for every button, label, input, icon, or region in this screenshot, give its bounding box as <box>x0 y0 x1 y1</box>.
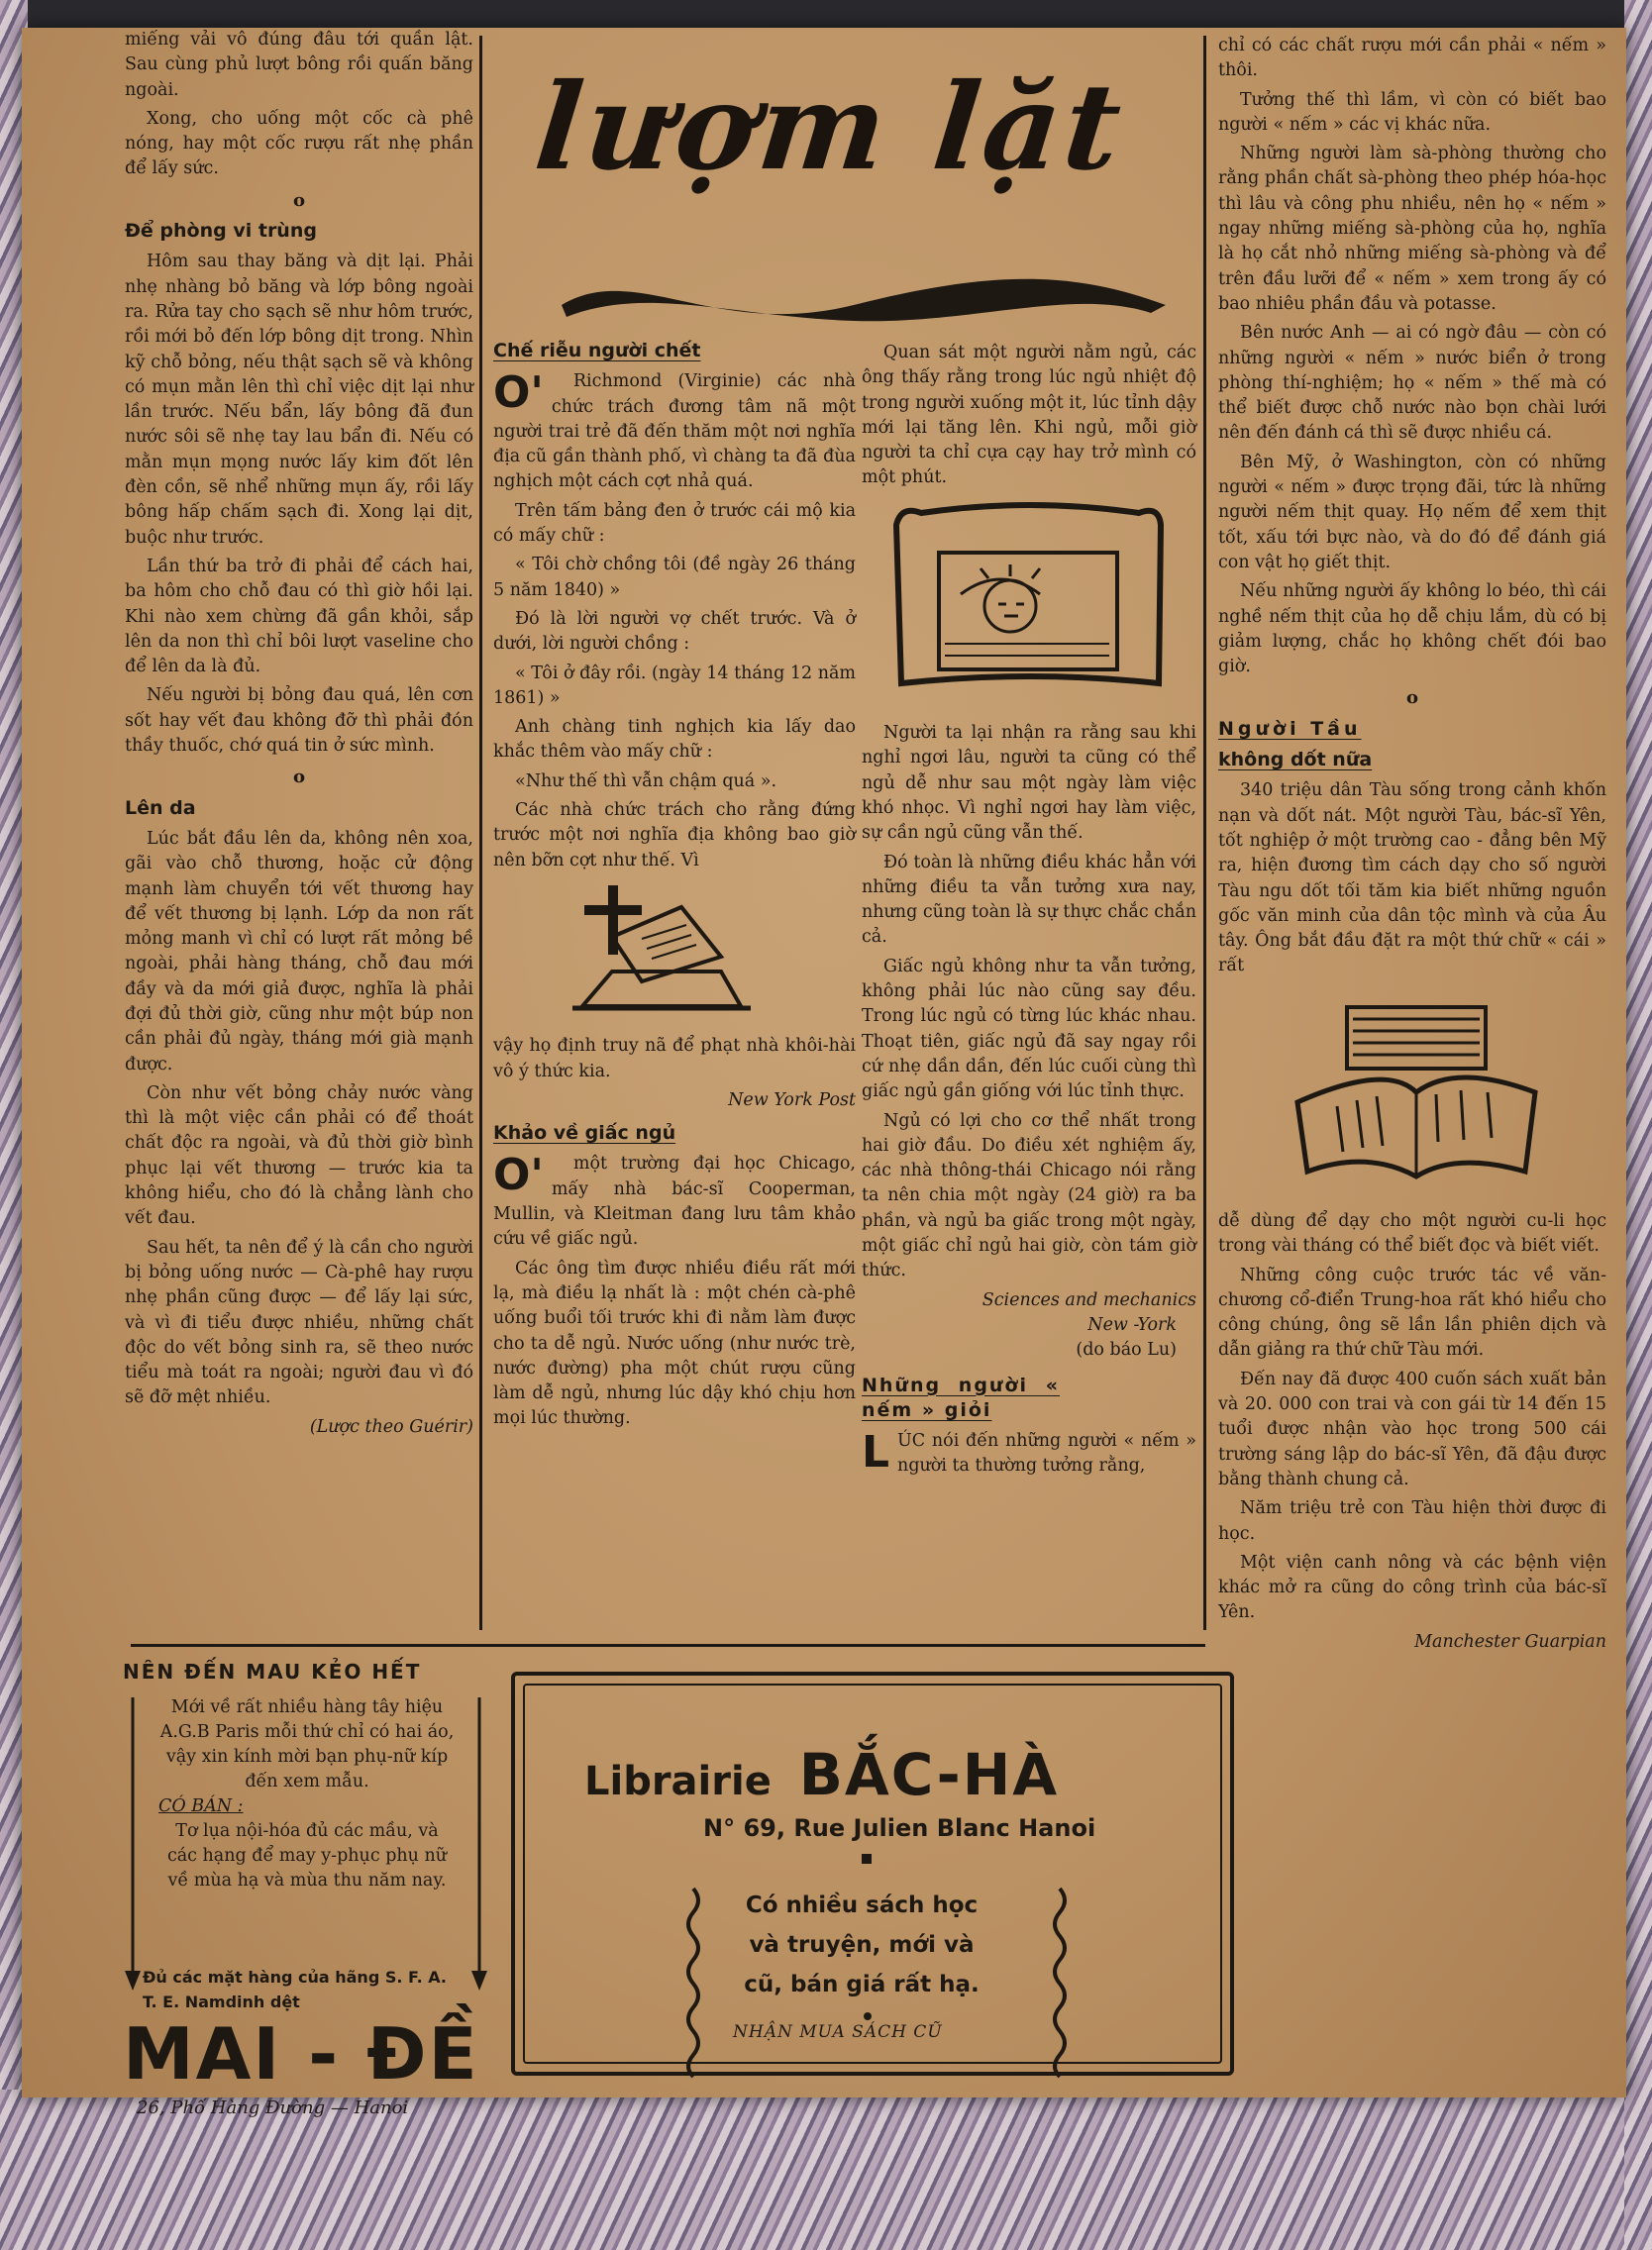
body-para: chỉ có các chất rượu mới cần phải « nếm » thôi. <box>1218 36 1606 81</box>
rule-col3 <box>1203 36 1206 1630</box>
ad-text: Đủ các mặt hàng của hãng S. F. A. T. E. Namdinh dệt <box>143 1968 447 2011</box>
ad-line: và truyện, mới và <box>749 1932 975 1958</box>
ad-text: Mới về rất nhiều hàng tây hiệu A.G.B Paris mỗi thứ chỉ có hai áo, vậy xin kính mời bạn phụ-nữ kíp đến xem mẫu. <box>159 1697 455 1791</box>
ad-label: CÓ BÁN : <box>158 1796 244 1816</box>
body-para: 340 triệu dân Tàu sống trong cảnh khốn nạn và dốt nát. Một người Tàu, bác-sĩ Yên, tốt nghiệp ở một trường cao - đẳng bên Mỹ ra, hiện đương tìm cách dạy cho số người Tàu ngu dốt tối tăm kia biết những nguồn gốc văn minh của dân tộc mình và của Âu tây. Ông bắt đầu đặt ra một thứ chữ « cái » rất <box>1218 780 1606 976</box>
body-para: «Như thế thì vẫn chậm quá ». <box>515 770 777 791</box>
body-para: Tưởng thế thì lầm, vì còn có biết bao người « nếm » các vị khác nữa. <box>1218 89 1606 135</box>
body-para: Bên Mỹ, ở Washington, còn có những người « nếm » được trọng đãi, tức là những người nếm thịt quay. Họ nếm để xem thịt tốt, xấu tới bực nào, và do đó để đánh giá con vật họ giết thịt. <box>1218 452 1606 572</box>
body-para: Người ta lại nhận ra rằng sau khi nghỉ ngơi lâu, người ta cũng có thể ngủ dễ như sau một ngày làm việc khó nhọc. Vì nghỉ ngơi hay làm việc, sự cần ngủ cũng vẫn thế. <box>862 723 1196 844</box>
ad-headline: NÊN ĐẾN MAU KẺO HẾT <box>123 1660 422 1684</box>
separator-circle: o <box>292 189 305 211</box>
body-para: Còn như vết bỏng chảy nước vàng thì là một việc cần phải có để thoát chất độc ra ngoài, và đủ thời giờ bình phục lại vết thương — trước kia ta không hiểu, cho đó là chẳng lành cho vết đau. <box>125 1082 473 1229</box>
body-para: Các nhà chức trách cho rằng đứng trước một nơi nghĩa địa không bao giờ nên bỡn cợt như thế. Vì <box>493 800 856 870</box>
body-para: « Tôi chờ chồng tôi (đề ngày 26 tháng 5 năm 1840) » <box>493 555 856 600</box>
source-credit: (Lược theo Guérir) <box>309 1416 473 1437</box>
bullet-square <box>862 1854 872 1864</box>
source-credit: (do báo Lu) <box>1076 1340 1177 1361</box>
section-heading: Chế riễu người chết <box>493 340 701 361</box>
column-4 <box>1218 34 1606 1663</box>
source-credit: New -York <box>1087 1314 1177 1335</box>
body-para: ÚC nói đến những người « nếm » người ta thường tưởng rằng, <box>897 1431 1196 1477</box>
body-para: Quan sát một người nằm ngủ, các ông thấy rằng trong lúc ngủ nhiệt độ trong người xuống một it, lúc tỉnh dậy mới lại tăng lên. Khi ngủ, mỗi giờ người ta chỉ cựa cạy hay trở mình có một phút. <box>862 343 1196 488</box>
body-para: Đó là lời người vợ chết trước. Và ở dưới, lời người chồng : <box>493 608 856 655</box>
section-heading: Những người « nếm » giỏi <box>862 1374 1060 1421</box>
bullet-square <box>864 2012 872 2020</box>
body-para: một trường đại học Chicago, mấy nhà bác-sĩ Cooperman, Mullin, và Kleitman đang lưu tâm khảo cứu về giấc ngủ. <box>493 1154 856 1250</box>
body-para: Richmond (Virginie) các nhà chức trách đương tâm nã một người trai trẻ đã đến thăm một nơi nghĩa địa cũ gần thành phố, vì chàng ta đã đùa nghịch một cách cợt nhả quá. <box>493 371 856 492</box>
ad-description <box>683 1886 1040 2004</box>
separator-circle: o <box>292 767 305 788</box>
section-heading: Lên da <box>125 796 196 819</box>
section-heading: Khảo về giấc ngủ <box>493 1122 676 1145</box>
ad-address: N° 69, Rue Julien Blanc Hanoi <box>703 1814 1096 1842</box>
drop-cap: O' <box>493 367 544 419</box>
ad-librairie-bac-ha <box>511 1672 1234 2076</box>
section-heading: Người Tầu <box>1218 717 1362 740</box>
intro-para: Xong, cho uống một cốc cà phê nóng, hay một cốc rượu rất nhẹ phần để lấy sức. <box>125 108 473 179</box>
rule-col1 <box>479 36 482 1630</box>
column-2 <box>493 333 856 1436</box>
intro-para: miếng vải vô đúng đâu tới quần lật. Sau cùng phủ lượt bông rồi quấn băng ngoài. <box>125 30 473 100</box>
column-1 <box>125 28 473 1448</box>
binding-right <box>1624 0 1652 2250</box>
ad-brand-prefix: Librairie <box>584 1759 772 1804</box>
ad-brand: MAI - ĐỀ <box>123 2012 479 2096</box>
ad-text: Tơ lụa nội-hóa đủ các mầu, và các hạng để may y-phục phụ nữ về mùa hạ và mùa thu năm nay. <box>166 1821 448 1891</box>
ad-tagline: NHẬN MUA SÁCH CŨ <box>733 2022 943 2042</box>
section-heading: Để phòng vi trùng <box>125 220 317 243</box>
body-para: Lần thứ ba trở đi phải để cách hai, ba hôm cho chỗ đau có thì giờ hồi lại. Khi nào xem chừng đã gần khỏi, sắp lên da non thì chỉ bôi lượt vaseline cho để lên da là đủ. <box>125 556 473 677</box>
body-para: vậy họ định truy nã để phạt nhà khôi-hài vô ý thức kia. <box>493 1036 856 1081</box>
body-para: « Tôi ở đây rồi. (ngày 14 tháng 12 năm 1861) » <box>493 663 856 708</box>
body-para: Nếu những người ấy không lo béo, thì cái nghề nếm thịt của họ dễ chịu lắm, dù có bị giảm lượng, chắc họ không chết đói bao giờ. <box>1218 581 1606 677</box>
column-3 <box>862 341 1196 1483</box>
body-para: Anh chàng tinh nghịch kia lấy dao khắc thêm vào mấy chữ : <box>493 717 856 763</box>
ad-address: 26, Phố Hàng Đường — Hanoi <box>137 2097 409 2118</box>
title-swash <box>557 265 1171 335</box>
body-para: Đó toàn là những điều khác hẳn với những điều ta vẫn tưởng xưa nay, nhưng cũng toàn là sự thực chắc chắn cả. <box>862 852 1196 948</box>
body-para: Đến nay đã được 400 cuốn sách xuất bản và 20. 000 con trai và con gái từ 14 đến 15 tuổi được nhận vào học trong 500 cái trường sáng lập do bác-sĩ Yên, đã đậu được bằng thành chung cả. <box>1218 1369 1606 1489</box>
separator-circle: o <box>1405 687 1418 709</box>
ad-brand <box>584 1741 1059 1808</box>
ad-mai-de <box>123 1660 499 2118</box>
sleeper-illustration <box>862 495 1196 713</box>
body-para: Sau hết, ta nên để ý là cần cho người bị bỏng uống nước — Cà-phê hay rượu nhẹ phần cũng được — để lấy lại sức, và vì đi tiểu được nhiều, những chất độc do vết bỏng sinh ra, sẽ theo nước tiểu mà toát ra ngoài; người đau vì đó sẽ đỡ mệt nhiều. <box>125 1237 473 1408</box>
ad-arrow-left <box>123 1697 143 1994</box>
body-para: Những người làm sà-phòng thường cho rằng phần chất sà-phòng theo phép hóa-học thì lâu và công phu nhiều, nên họ « nếm » ngay những miếng sà-phòng của họ, nghĩa là họ cắt nhỏ những miếng sà-phòng và để trên đầu lưỡi để « nếm » xem trong ấy có bao nhiêu phần đầu và potasse. <box>1218 144 1606 314</box>
rule-ads-top <box>131 1644 1205 1647</box>
books-illustration <box>1218 983 1606 1201</box>
body-para: Trên tấm bảng đen ở trước cái mộ kia có mấy chữ : <box>493 500 856 547</box>
grave-illustration <box>493 877 850 1026</box>
body-para: Lúc bắt đầu lên da, không nên xoa, gãi vào chỗ thương, hoặc cử động mạnh làm chuyển tới vết thương hay để vết thương bị lạnh. Lớp da non rất mỏng manh vì chỉ có lượt rất mỏng bề ngoài, phải hàng tháng, chỗ đau mới đầy và da mới giả được, nghĩa là phải đợi đủ thời giờ, cũng như một búp non cần phải đủ ngày, tháng mới già mạnh được. <box>125 828 473 1074</box>
body-para: Nếu người bị bỏng đau quá, lên cơn sốt hay vết đau không đỡ thì phải đón thầy thuốc, chớ quá tin ở sức mình. <box>125 685 473 757</box>
section-heading: không dốt nữa <box>1218 749 1373 771</box>
ad-line: cũ, bán giá rất hạ. <box>744 1972 980 1997</box>
wavy-rule-right <box>1050 1889 1070 2077</box>
body-para: Một viện canh nông và các bệnh viện khác mở ra cũng do công trình của bác-sĩ Yên. <box>1218 1552 1606 1623</box>
drop-cap: L <box>862 1427 890 1479</box>
body-para: Các ông tìm được nhiều điều rất mới lạ, mà điều lạ nhất là : một chén cà-phê uống buổi tối trước khi đi nằm làm được cho ta dễ ngủ. Nước uống (như nước trè, nước đường) pha một chút rượu cũng làm dễ ngủ, nhưng lúc dậy khó chịu hơn mọi lúc thường. <box>493 1258 856 1429</box>
body-para: Hôm sau thay băng và dịt lại. Phải nhẹ nhàng bỏ băng và lớp bông ngoài ra. Rửa tay cho sạch sẽ như hôm trước, rồi mới bỏ đến lớp bông dịt trong. Nhìn kỹ chỗ bỏng, nếu thật sạch sẽ và không có mụn mằn lên thì chỉ việc dịt lại như lần trước. Nếu bẩn, lấy bông đã đun nước sôi sẽ nhẹ tay lau bẩn đi. Nếu có mằn mụn mọng nước lấy kim đốt lên đèn cồn, sẽ nhể những mụn ấy, rồi lấy bông hấp chấm sạch đi. Xong lại dịt, buộc như trước. <box>125 252 473 548</box>
body-para: Ngủ có lợi cho cơ thể nhất trong hai giờ đầu. Do điều xét nghiệm ấy, các nhà thông-thái Chicago nói rằng ta nên chia một ngày (24 giờ) ra ba phần, và ngủ ba giấc trong một ngày, một giấc chỉ ngủ hai giờ, còn tám giờ thức. <box>862 1110 1196 1281</box>
body-para: Những công cuộc trước tác về văn-chương cổ-điển Trung-hoa rất khó hiểu cho công chúng, ông sẽ lần lần phiên dịch và dẫn giảng ra thứ chữ Tàu mới. <box>1218 1265 1606 1361</box>
body-para: dễ dùng để dạy cho một người cu-li học trong vài tháng có thể biết đọc và biết viết. <box>1218 1210 1606 1257</box>
ad-brand-name: BẮC-HÀ <box>798 1741 1060 1808</box>
source-credit: New York Post <box>728 1089 856 1110</box>
body-para: Giấc ngủ không như ta vẫn tưởng, không phải lúc nào cũng say đều. Trong lúc ngủ có từng lúc khác nhau. Thoạt tiên, giấc ngủ đã say ngay rồi cứ nhẹ dần dần, đến lúc cuối cùng thì giấc ngủ gần giống với lúc tỉnh thực. <box>862 956 1196 1102</box>
body-para: Bên nước Anh — ai có ngờ đâu — còn có những người « nếm » nước biển ở trong phòng thí-nghiệm; họ « nếm » thế mà có thể biết được chỗ nước nào bọn chài lưới nên đến đánh cá thì sẽ được nhiều cá. <box>1218 323 1606 444</box>
ad-line: Có nhiều sách học <box>745 1892 979 1918</box>
ad-arrow-right <box>469 1697 489 1994</box>
source-credit: Sciences and mechanics <box>981 1289 1196 1310</box>
newspaper-page <box>22 28 1626 2118</box>
drop-cap: O' <box>493 1150 544 1201</box>
page-title: lượm lặt <box>529 57 1131 197</box>
body-para: Năm triệu trẻ con Tàu hiện thời được đi học. <box>1218 1498 1606 1544</box>
source-credit: Manchester Guarpian <box>1414 1631 1606 1652</box>
